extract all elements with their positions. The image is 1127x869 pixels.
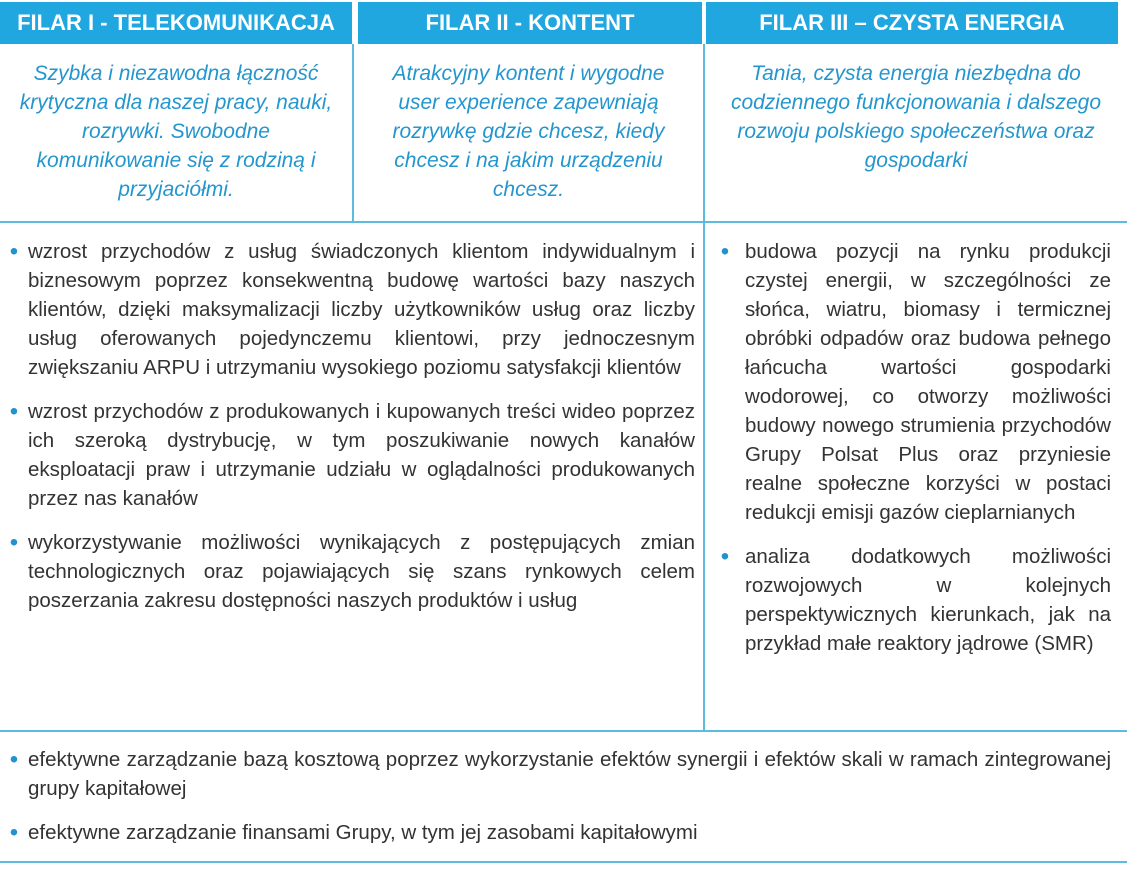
bullet-icon: • — [9, 398, 19, 425]
goal-text: budowa pozycji na rynku produkcji czystej energii, w szczególności ze słońca, wiatru, biomasy i termicznej obróbki odpadów oraz budowa pełnego łańcucha wartości gospodarki wodorowej, co otworzy możliwości budowy nowego strumienia przychodów Grupy Polsat Plus oraz przyniesie realne społeczne korzyści w postaci redukcji emisji gazów cieplarnianych — [745, 240, 1111, 524]
goal-text: wykorzystywanie możliwości wynikających z postępujących zmian technologicznych oraz pojawiających się szans rynkowych celem poszerzania zakresu dostępności naszych produktów i usług — [28, 531, 695, 612]
horizontal-divider — [0, 861, 1127, 863]
pillar-1-subtitle: Szybka i niezawodna łączność krytyczna dla naszej pracy, nauki, rozrywki. Swobodne komunikowanie się z rodziną i przyjaciółmi. — [0, 44, 354, 221]
bullet-icon: • — [720, 543, 730, 570]
list-item — [0, 745, 1111, 803]
pillar-2-header: FILAR II - KONTENT — [358, 2, 702, 44]
list-item — [705, 542, 1111, 658]
bullet-icon: • — [9, 819, 19, 846]
goal-text: efektywne zarządzanie finansami Grupy, w tym jej zasobami kapitałowymi — [28, 821, 698, 844]
pillar-3-header: FILAR III – CZYSTA ENERGIA — [706, 2, 1118, 44]
bullet-icon: • — [9, 746, 19, 773]
bullet-icon: • — [9, 529, 19, 556]
clean-energy-goals-cell — [705, 223, 1127, 730]
goal-text: wzrost przychodów z usług świadczonych klientom indywidualnym i biznesowym poprzez konsekwentną budowę wartości bazy naszych klientów, dzięki maksymalizacji liczby użytkowników usług oraz liczby usług oferowanych pojedynczemu klientowi, przy jednoczesnym zwiększaniu ARPU i utrzymaniu wysokiego poziomu satysfakcji klientów — [28, 240, 695, 379]
pillar-2-subtitle: Atrakcyjny kontent i wygodne user experience zapewniają rozrywkę gdzie chcesz, kiedy chcesz i na jakim urządzeniu chcesz. — [354, 44, 705, 221]
group-goals-row — [0, 732, 1127, 861]
list-item — [0, 397, 695, 513]
list-item — [0, 818, 1111, 847]
bullet-icon: • — [720, 238, 730, 265]
goal-text: analiza dodatkowych możliwości rozwojowych w kolejnych perspektywicznych kierunkach, jak na przykład małe reaktory jądrowe (SMR) — [745, 545, 1111, 655]
bullet-icon: • — [9, 238, 19, 265]
goal-text: wzrost przychodów z produkowanych i kupowanych treści wideo poprzez ich szeroką dystrybucję, w tym poszukiwanie nowych kanałów eksploatacji praw i utrzymanie udziału w oglądalności produkowanych przez nas kanałów — [28, 400, 695, 510]
goal-text: efektywne zarządzanie bazą kosztową poprzez wykorzystanie efektów synergii i efektów skali w ramach zintegrowanej grupy kapitałowej — [28, 748, 1111, 800]
strategy-pillars-table — [0, 2, 1127, 869]
list-item — [0, 237, 695, 382]
list-item — [705, 237, 1111, 527]
pillar-header-row — [0, 2, 1127, 44]
telecom-content-goals-cell — [0, 223, 705, 730]
pillar-1-header: FILAR I - TELEKOMUNIKACJA — [0, 2, 352, 44]
strategic-goals-row — [0, 223, 1127, 730]
pillar-subtitle-row — [0, 44, 1127, 221]
list-item — [0, 528, 695, 615]
pillar-3-subtitle: Tania, czysta energia niezbędna do codziennego funkcjonowania i dalszego rozwoju polskiego społeczeństwa oraz gospodarki — [730, 62, 1102, 172]
